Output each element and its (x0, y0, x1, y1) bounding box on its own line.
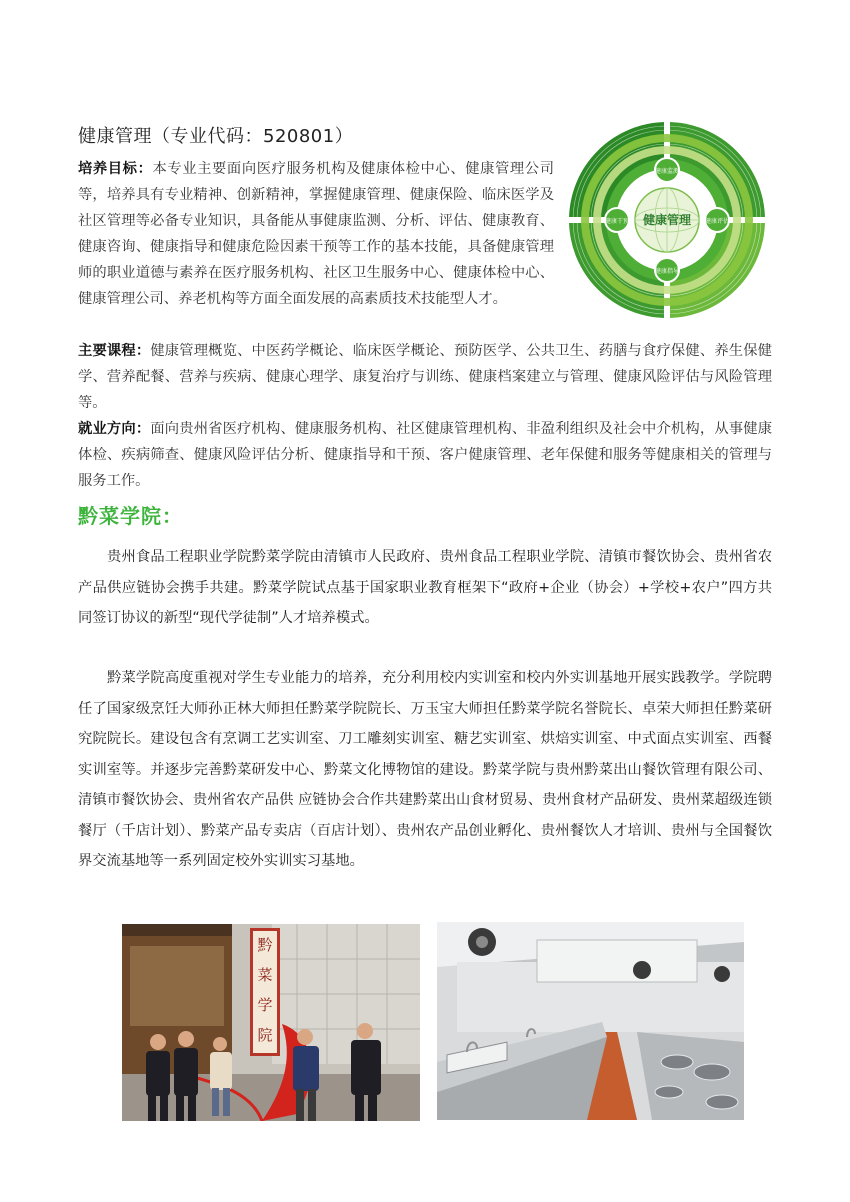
plaque-char-2: 菜 (257, 966, 273, 984)
wheel-node-top: 健康监测 (654, 168, 680, 175)
health-management-diagram (567, 120, 767, 320)
wheel-node-bottom: 健康指导 (654, 268, 680, 275)
training-goal-label: 培养目标： (78, 161, 153, 177)
wheel-node-right: 健康评估 (704, 218, 730, 225)
employment-label: 就业方向： (78, 421, 151, 437)
main-courses-paragraph (78, 338, 772, 416)
program-title: 健康管理（专业代码：520801） (78, 126, 354, 147)
plaque-char-1: 黔 (257, 936, 273, 954)
training-goal-text: 本专业主要面向医疗服务机构及健康体检中心、健康管理公司等，培养具有专业精神、创新精神，掌握健康管理、健康保险、临床医学及社区管理等必备专业知识，具备能从事健康监测、分析、评估、健康教育、健康咨询、健康指导和健康危险因素干预等工作的基本技能，具备健康管理师的职业道德与素养在医疗服务机构、社区卫生服务中心、健康体检中心、健康管理公司、养老机构等方面全面发展的高素质技术技能型人才。 (78, 161, 554, 307)
plaque-unveiling-photo (122, 924, 420, 1121)
wheel-center-label: 健康管理 (642, 213, 692, 227)
training-kitchen-photo (437, 922, 744, 1120)
employment-paragraph (78, 416, 772, 494)
wheel-node-left: 健康干预 (604, 218, 630, 225)
training-goal-paragraph (78, 156, 554, 312)
health-management-wheel-svg (567, 120, 767, 320)
college-training-paragraph: 黔菜学院高度重视对学生专业能力的培养，充分利用校内实训室和校内外实训基地开展实践教学。学院聘任了国家级烹饪大师孙正林大师担任黔菜学院院长、万玉宝大师担任黔菜学院名誉院长、卓荣大师担任黔菜研究院院长。建设包含有烹调工艺实训室、刀工雕刻实训室、糖艺实训室、烘焙实训室、中式面点实训室、西餐实训室等。并逐步完善黔菜研发中心、黔菜文化博物馆的建设。黔菜学院与贵州黔菜出山餐饮管理有限公司、清镇市餐饮协会、贵州省农产品供 应链协会合作共建黔菜出山食材贸易、贵州食材产品研发、贵州菜超级连锁餐厅（千店计划）、黔菜产品专卖店（百店计划）、贵州农产品创业孵化、贵州餐饮人才培训、贵州与全国餐饮界交流基地等一系列固定校外实训实习基地。 (78, 670, 772, 869)
plaque-char-3: 学 (257, 996, 273, 1014)
main-courses-text: 健康管理概览、中医药学概论、临床医学概论、预防医学、公共卫生、药膳与食疗保健、养生保健学、营养配餐、营养与疾病、健康心理学、康复治疗与训练、健康档案建立与管理、健康风险评估与风险管理等。 (78, 343, 772, 411)
employment-text: 面向贵州省医疗机构、健康服务机构、社区健康管理机构、非盈利组织及社会中介机构，从事健康体检、疾病筛查、健康风险评估分析、健康指导和干预、客户健康管理、老年保健和服务等健康相关的管理与服务工作。 (78, 421, 772, 489)
college-intro-paragraph: 贵州食品工程职业学院黔菜学院由清镇市人民政府、贵州食品工程职业学院、清镇市餐饮协会、贵州省农产品供应链协会携手共建。黔菜学院试点基于国家职业教育框架下“政府+企业（协会）+学校+农户”四方共同签订协议的新型“现代学徒制”人才培养模式。 (78, 549, 772, 626)
qiancai-college-title: 黔菜学院： (78, 504, 183, 528)
plaque-char-4: 院 (257, 1026, 273, 1044)
main-courses-label: 主要课程： (78, 343, 151, 359)
